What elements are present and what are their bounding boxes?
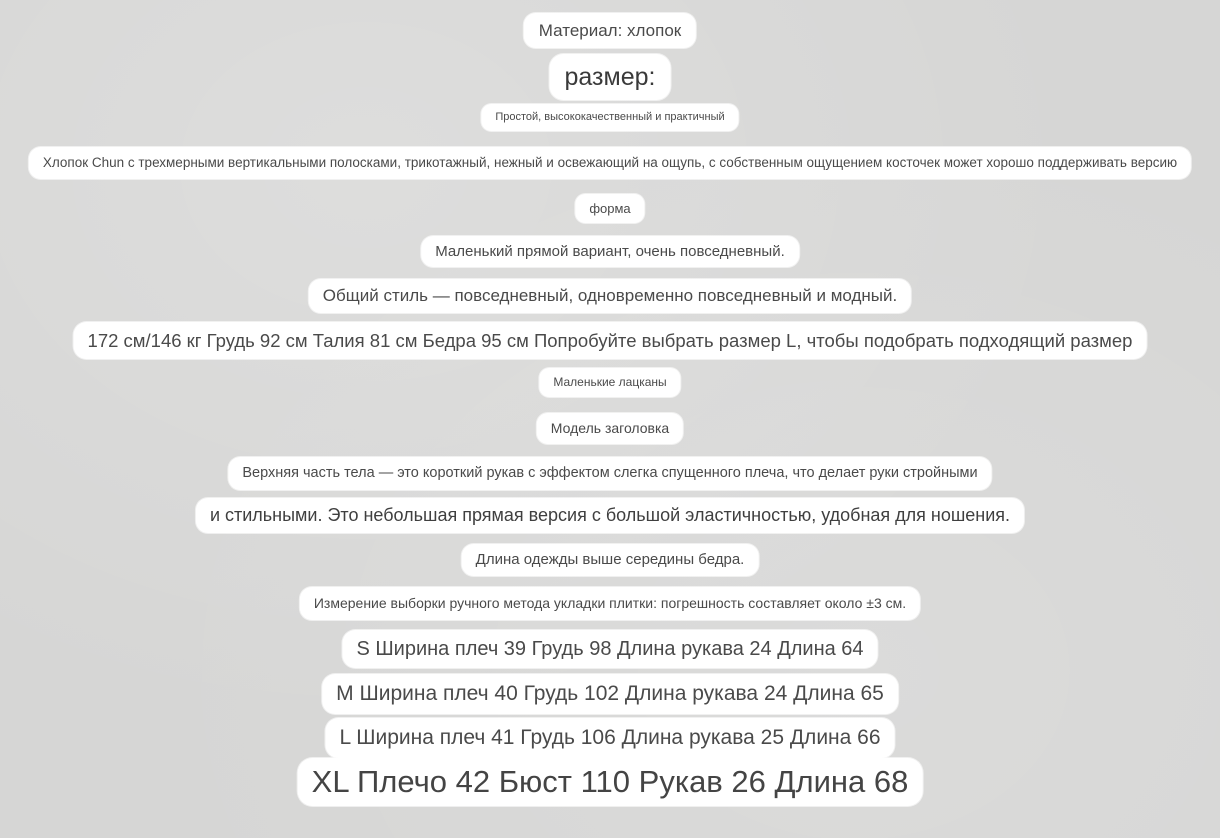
- fit-description: Маленький прямой вариант, очень повседневный.: [421, 236, 799, 267]
- measurement-note: Измерение выборки ручного метода укладки плитки: погрешность составляет около ±3 см.: [300, 587, 920, 620]
- size-row-s: S Ширина плеч 39 Грудь 98 Длина рукава 24 Длина 64: [342, 630, 877, 668]
- sleeve-description-2: и стильными. Это небольшая прямая версия с большой эластичностью, удобная для ношения.: [196, 498, 1024, 533]
- lapel-label: Маленькие лацканы: [539, 368, 680, 397]
- size-heading: размер:: [550, 54, 671, 100]
- style-description: Общий стиль — повседневный, одновременно повседневный и модный.: [309, 279, 911, 313]
- size-row-m: M Ширина плеч 40 Грудь 102 Длина рукава 24 Длина 65: [322, 674, 898, 714]
- shape-label: форма: [575, 194, 644, 223]
- fabric-description: Хлопок Chun с трехмерными вертикальными полосками, трикотажный, нежный и освежающий на ощупь, с собственным ощущением косточек может хорошо поддерживать версию: [29, 147, 1191, 179]
- length-description: Длина одежды выше середины бедра.: [462, 544, 759, 576]
- sleeve-description-1: Верхняя часть тела — это короткий рукав с эффектом слегка спущенного плеча, что делает руки стройными: [228, 457, 991, 490]
- tagline: Простой, высококачественный и практичный: [481, 104, 738, 131]
- material-label: Материал: хлопок: [524, 13, 696, 48]
- model-heading: Модель заголовка: [537, 413, 683, 444]
- size-row-xl: XL Плечо 42 Бюст 110 Рукав 26 Длина 68: [298, 758, 923, 806]
- size-row-l: L Ширина плеч 41 Грудь 106 Длина рукава 25 Длина 66: [325, 718, 894, 758]
- model-measurements: 172 см/146 кг Грудь 92 см Талия 81 см Бедра 95 см Попробуйте выбрать размер L, чтобы подобрать подходящий размер: [74, 322, 1147, 359]
